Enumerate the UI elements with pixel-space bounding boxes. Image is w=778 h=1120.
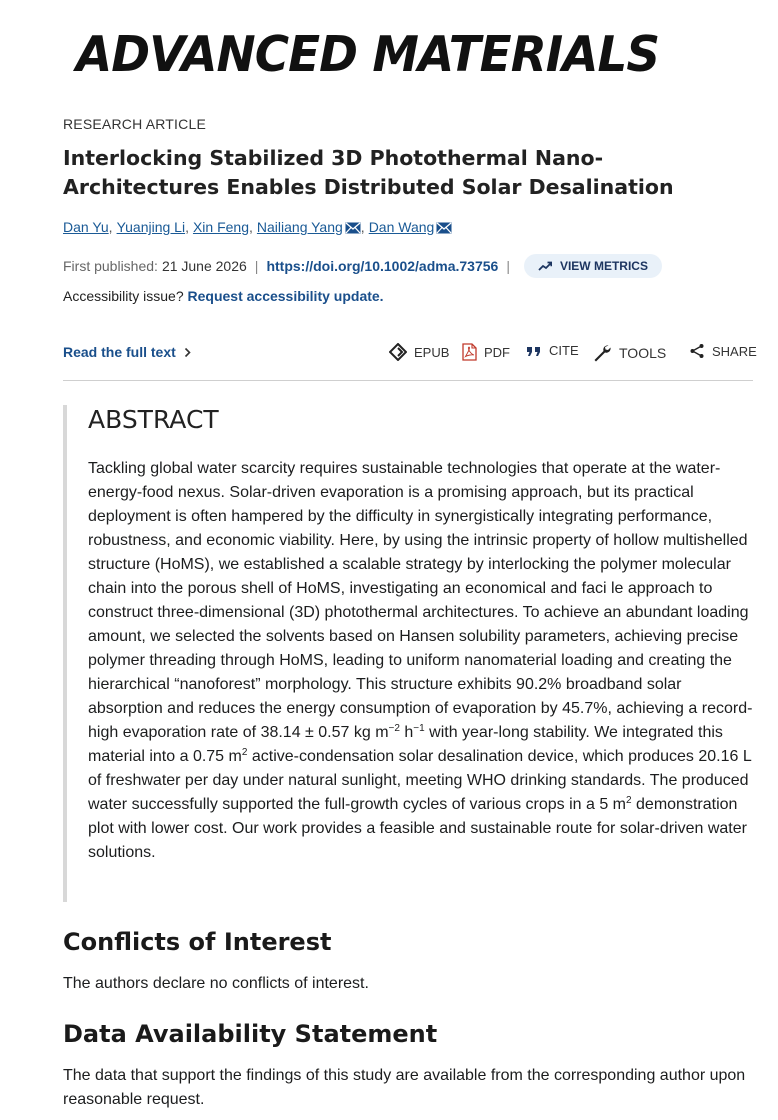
corresponding-author-mail-icon[interactable]: [436, 222, 452, 234]
article-type-label: RESEARCH ARTICLE: [63, 116, 206, 132]
share-icon: [689, 343, 705, 359]
journal-masthead[interactable]: ADVANCED MATERIALS: [76, 26, 660, 83]
article-toolbar: [0, 343, 778, 365]
article-title: Interlocking Stabilized 3D Photothermal Nano-Architectures Enables Distributed Solar Desalination: [63, 146, 674, 199]
first-published-date: 21 June 2026: [161, 258, 247, 274]
read-full-text-label: Read the full text: [63, 344, 176, 360]
author-link[interactable]: Yuanjing Li: [116, 219, 186, 235]
author-link[interactable]: Dan Wang: [368, 219, 435, 235]
first-published-label: First published:: [63, 258, 158, 274]
accessibility-notice: [63, 288, 384, 304]
author-list: Dan Yu, Yuanjing Li, Xin Feng, Nailiang Yang , Dan Wang: [63, 219, 452, 235]
tools-button[interactable]: [592, 343, 666, 363]
pdf-button[interactable]: [462, 343, 510, 361]
view-metrics-button[interactable]: [524, 254, 662, 278]
epub-button[interactable]: [389, 343, 449, 361]
share-label: SHARE: [712, 343, 757, 359]
data-availability-text: The data that support the findings of this study are available from the corresponding author upon reasonable request.: [63, 1067, 746, 1108]
author-link[interactable]: Nailiang Yang: [256, 219, 343, 235]
accessibility-text: Accessibility issue?: [63, 288, 184, 304]
request-accessibility-link[interactable]: Request accessibility update.: [187, 288, 384, 304]
author-link[interactable]: Dan Yu: [63, 219, 109, 235]
abstract-section: [63, 405, 753, 902]
abstract-heading: ABSTRACT: [88, 405, 219, 434]
cite-button[interactable]: [526, 343, 579, 358]
tools-label: TOOLS: [619, 345, 667, 361]
trending-up-icon: [538, 261, 552, 271]
view-metrics-label: VIEW METRICS: [559, 259, 648, 273]
doi-link[interactable]: https://doi.org/10.1002/adma.73756: [266, 258, 499, 274]
conflicts-heading: Conflicts of Interest: [63, 928, 332, 956]
data-availability-heading: Data Availability Statement: [63, 1020, 438, 1048]
pdf-label: PDF: [484, 344, 510, 360]
epub-label: EPUB: [414, 344, 450, 360]
quote-icon: [526, 345, 542, 357]
wrench-icon: [592, 343, 612, 363]
epub-icon: [389, 343, 407, 361]
cite-label: CITE: [549, 343, 579, 358]
conflicts-text: The authors declare no conflicts of interest.: [63, 975, 369, 992]
pdf-icon: [462, 343, 477, 361]
corresponding-author-mail-icon[interactable]: [345, 222, 361, 234]
divider: [63, 380, 753, 381]
publication-info: [63, 254, 662, 278]
separator: |: [254, 258, 259, 274]
share-button[interactable]: [689, 343, 757, 359]
separator: |: [506, 258, 510, 274]
abstract-text: Tackling global water scarcity requires sustainable technologies that operate at the water-energy-food nexus. Solar-driven evaporation is a promising approach, but its practical deployment is often hampered by the difficulty in synergistically integrating performance, robustness, and economic viability. Here, by using the intrinsic property of hollow multishelled structure (HoMS), we established a scalable strategy by interlocking the polymer molecular chain into the porous shell of HoMS, investigating an economical and faci le approach to construct three-dimensional (3D) photothermal architectures. To achieve an abundant loading amount, we selected the solvents based on Hansen solubility parameters, achieving precise polymer threading through HoMS, leading to uniform nanomaterial loading and creating the hierarchical “nanoforest” morphology. This structure exhibits 90.2% broadband solar absorption and reduces the energy consumption of evaporation by 45.7%, achieving a record-high evaporation rate of 38.14 ± 0.57 kg $m^{-2}$ $h^{-1}$ with year-long stability. We integrated this material into a 0.75 $m^2$ active-condensation solar desalination device, which produces 20.16 L of freshwater per day under natural sunlight, meeting WHO drinking standards. The produced water successfully supported the full-growth cycles of various crops in a 5 $m^2$ demonstration plot with lower cost. Our work provides a feasible and sustainable route for solar-driven water solutions.: [88, 460, 753, 861]
author-link[interactable]: Xin Feng: [192, 219, 250, 235]
